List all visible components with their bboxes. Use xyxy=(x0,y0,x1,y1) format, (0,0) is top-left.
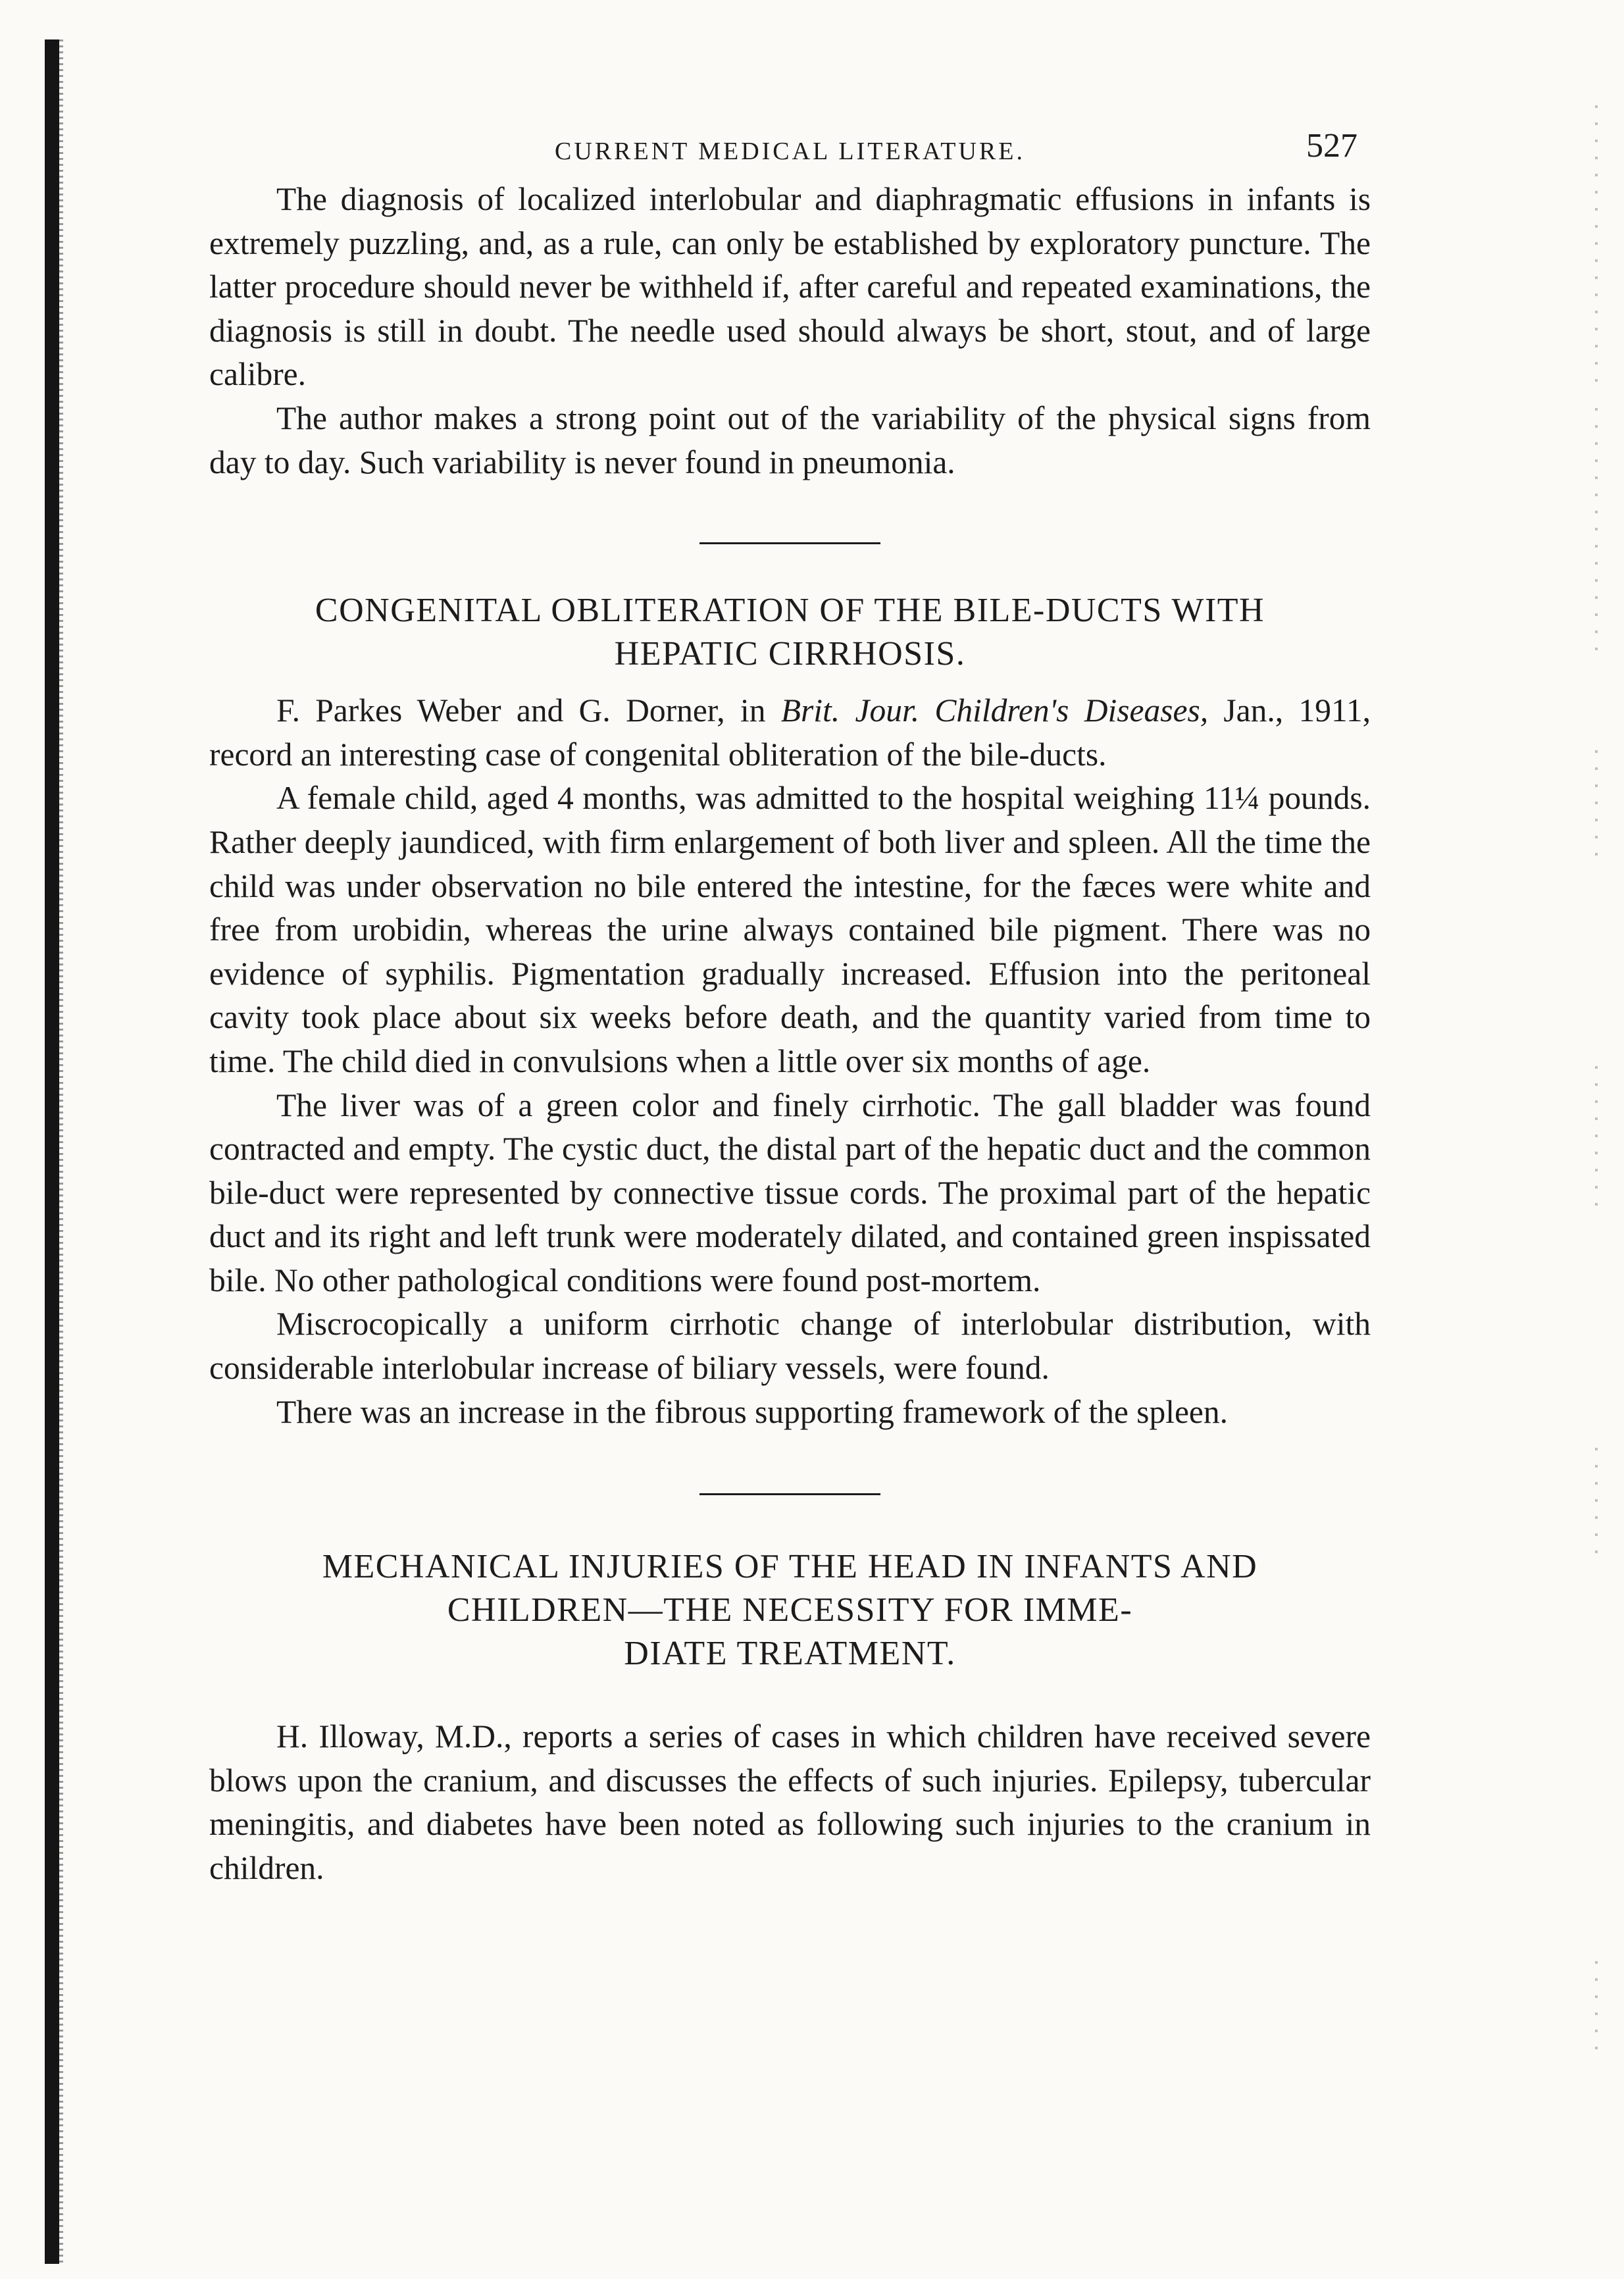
show-through-marks xyxy=(1595,105,1598,382)
show-through-marks xyxy=(1595,1066,1598,1211)
article-paragraph-findings: The liver was of a green color and finely cirrhotic. The gall bladder was found contracted and empty. The cystic duct, the distal part of the hepatic duct and the common bile-duct were represented by connective tissue cords. The proximal part of the hepatic duct and its right and left trunk were moderately dilated, and contained green inspissated bile. No other pathological conditions were found post-mortem. xyxy=(209,1087,1371,1298)
article-title xyxy=(209,589,1371,676)
article-citation-paragraph xyxy=(209,689,1371,777)
article-mechanical-injuries xyxy=(209,1545,1371,1890)
article-paragraph-microscopy: Miscrocopically a uniform cirrhotic change of interlobular distribution, with considerable interlobular increase of biliary vessels, were found. xyxy=(209,1306,1371,1387)
article-title xyxy=(209,1545,1371,1676)
intro-paragraph-2: The author makes a strong point out of the variability of the physical signs from day to day. Such variability is never found in pneumonia. xyxy=(209,399,1371,480)
page-number: 527 xyxy=(1306,127,1358,165)
book-binding-edge xyxy=(45,39,59,2264)
show-through-marks xyxy=(1595,408,1598,658)
article-paragraph-spleen: There was an increase in the fibrous supporting framework of the spleen. xyxy=(276,1393,1229,1430)
article-title-line-1: MECHANICAL INJURIES OF THE HEAD IN INFANTS AND xyxy=(322,1548,1258,1586)
article-title-line-1: CONGENITAL OBLITERATION OF THE BILE-DUCTS WITH xyxy=(315,592,1265,630)
section-divider xyxy=(699,1493,880,1495)
article-title-line-3: DIATE TREATMENT. xyxy=(624,1635,956,1673)
article-paragraph-summary: H. Illoway, M.D., reports a series of cases in which children have received severe blows upon the cranium, and discusses the effects of such injuries. Epilepsy, tubercular meningitis, and diabetes have been noted as following such injuries to the cranium in children. xyxy=(209,1718,1371,1887)
running-title: CURRENT MEDICAL LITERATURE. xyxy=(555,138,1025,165)
article-title-line-2: CHILDREN—THE NECESSITY FOR IMME- xyxy=(447,1591,1133,1629)
running-header xyxy=(209,118,1371,178)
article-paragraph-case: A female child, aged 4 months, was admitted to the hospital weighing 11¼ pounds. Rather deeply jaundiced, with firm enlargement of both liver and spleen. All the time the child was under observation no bile entered the intestine, for the fæces were white and free from urobidin, whereas the urine always contained bile pigment. There was no evidence of syphilis. Pigmentation gradually increased. Effusion into the peritoneal cavity took place about six weeks before death, and the quantity varied from time to time. The child died in convulsions when a little over six months of age. xyxy=(209,780,1371,1079)
citation-authors: F. Parkes Weber and G. Dorner, in xyxy=(276,692,781,729)
show-through-marks xyxy=(1595,1961,1598,2053)
binding-fringe xyxy=(59,39,63,2264)
intro-section xyxy=(209,178,1371,484)
article-congenital-obliteration xyxy=(209,589,1371,1434)
section-divider xyxy=(699,542,880,544)
citation-journal: Brit. Jour. Children's Diseases, xyxy=(780,692,1209,729)
page-body xyxy=(209,118,1371,1891)
article-title-line-2: HEPATIC CIRRHOSIS. xyxy=(614,635,966,673)
intro-paragraph-1: The diagnosis of localized interlobular and diaphragmatic effusions in infants is extremely puzzling, and, as a rule, can only be established by exploratory puncture. The latter procedure should never be withheld if, after careful and repeated examinations, the diagnosis is still in doubt. The needle used should always be short, stout, and of large calibre. xyxy=(209,181,1371,393)
show-through-marks xyxy=(1595,750,1598,869)
citation-rest: Jan., 1911, record an interesting case of congenital obliteration of the bile-ducts. xyxy=(209,692,1371,773)
show-through-marks xyxy=(1595,1448,1598,1553)
